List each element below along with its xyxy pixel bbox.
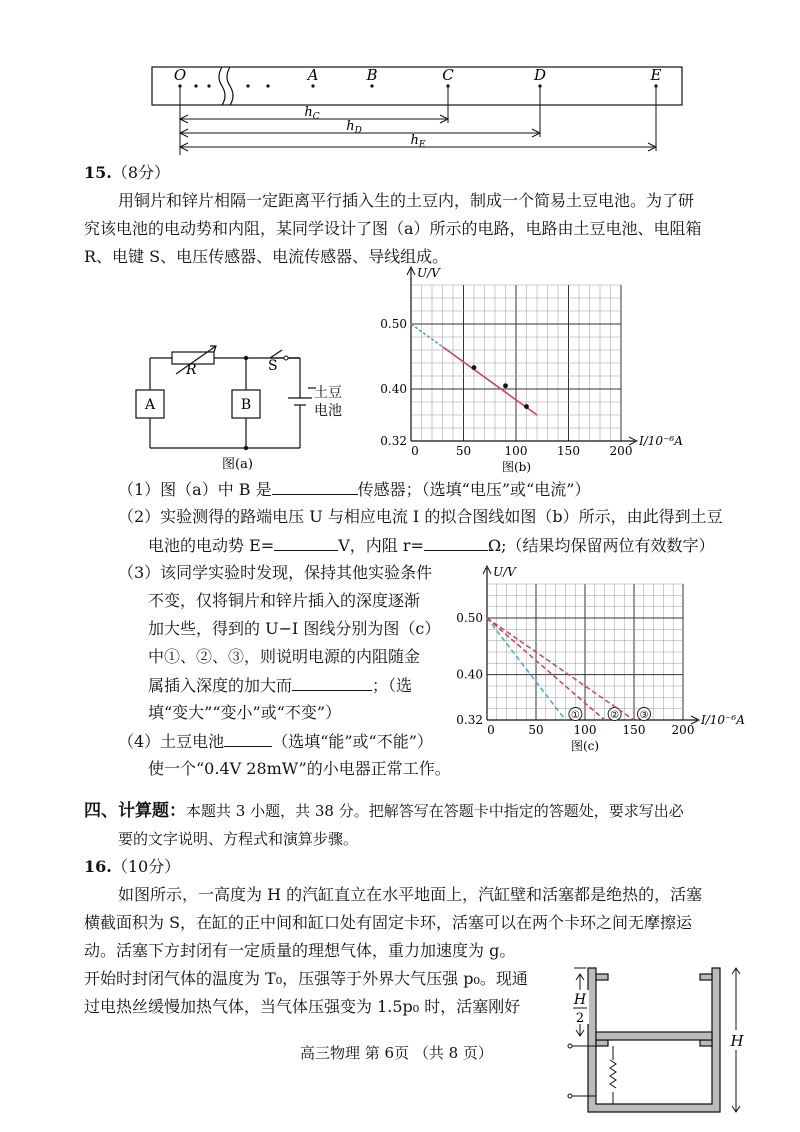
- x-tick-label: 100: [573, 723, 597, 737]
- grid: [487, 584, 683, 720]
- data-point: [472, 365, 477, 370]
- q16-line1: 如图所示，一高度为 H 的汽缸直立在水平地面上，汽缸壁和活塞都是绝热的，活塞: [118, 885, 703, 904]
- y-tick-label: 0.32: [380, 434, 407, 448]
- q15-part3-line3: 加大些，得到的 U−I 图线分别为图（c）: [148, 619, 441, 638]
- svg-text:hC: $h_C$: [304, 105, 320, 122]
- q15-intro-3: R、电键 S、电压传感器、电流传感器、导线组成。: [84, 247, 449, 266]
- circuit-diagram: [130, 340, 370, 472]
- q15-part4-line1: （4）土豆电池 （选填“能”或“不能”）: [118, 732, 433, 751]
- x-axis-label: I/10⁻⁶A: [639, 434, 683, 448]
- section4-heading: 四、计算题：本题共 3 小题，共 38 分。把解答写在答题卡中指定的答题处，要求写出必: [84, 801, 684, 821]
- q15-intro-2: 究该电池的电动势和内阻，某同学设计了图（a）所示的电路，电路由土豆电池、电阻箱: [84, 219, 702, 238]
- chart-caption: 图(b): [502, 460, 532, 473]
- sensor-b-label: B: [240, 397, 252, 413]
- y-tick-label: 0.40: [456, 667, 483, 682]
- page-footer: 高三物理 第 6页 （共 8 页）: [300, 1044, 493, 1062]
- fit-line-extrapolated: [411, 324, 443, 347]
- switch-label: S: [268, 358, 278, 374]
- x-tick-label: 200: [609, 444, 633, 458]
- y-tick-label: 0.50: [380, 317, 407, 331]
- sensor-a-label: A: [144, 397, 156, 413]
- chart-b: [375, 265, 695, 473]
- series-line: [487, 618, 634, 720]
- data-point: [524, 404, 529, 409]
- x-axis-label: I/10⁻⁶A: [701, 713, 745, 727]
- q16-line5: 过电热丝缓慢加热气体，当气体压强变为 1.5p₀ 时，活塞刚好: [84, 997, 521, 1016]
- y-tick-label: 0.40: [380, 382, 407, 396]
- svg-text:hD: $h_D$: [346, 119, 362, 136]
- y-tick-label: 0.50: [456, 611, 483, 625]
- fit-line: [443, 347, 538, 415]
- x-tick-label: 50: [455, 444, 472, 458]
- x-tick-label: 50: [528, 723, 544, 737]
- x-tick-label: 150: [557, 444, 580, 458]
- battery-label-1: 土豆: [314, 385, 342, 401]
- battery-label-2: 电池: [314, 403, 342, 419]
- tape-figure: [140, 55, 700, 160]
- figure-a-caption: 图(a): [222, 457, 253, 472]
- tape-label-e: E: [650, 66, 662, 84]
- q15-part1: （1）图（a）中 B 是 传感器；（选填“电压”或“电流”）: [118, 480, 591, 499]
- chart-c: [455, 562, 755, 758]
- data-point: [503, 383, 508, 388]
- tape-label-o: O: [173, 66, 187, 84]
- q15-part2-line2: 电池的电动势 E= V，内阻 r= Ω;（结果均保留两位有效数字）: [148, 536, 715, 555]
- label-h-half: H: [573, 992, 587, 1008]
- section4-line2: 要的文字说明、方程式和演算步骤。: [118, 830, 359, 848]
- series-label: ①: [570, 710, 580, 721]
- q15-part2-line1: （2）实验测得的路端电压 U 与相应电流 I 的拟合图线如图（b）所示，由此得到土豆: [118, 507, 723, 526]
- x-tick-label: 0: [411, 444, 419, 458]
- y-tick-label: 0.32: [456, 713, 483, 727]
- x-tick-label: 200: [671, 723, 695, 737]
- q16-line3: 动。活塞下方封闭有一定质量的理想气体，重力加速度为 g。: [84, 941, 516, 960]
- q16-header: 16.（10分）: [84, 857, 181, 876]
- tape-label-b: B: [366, 66, 378, 84]
- chart-caption: 图(c): [571, 739, 600, 753]
- cylinder-figure: [560, 960, 750, 1128]
- resistor-label: R: [186, 362, 197, 378]
- svg-text:hE: $h_E$: [410, 133, 426, 150]
- x-tick-label: 0: [487, 723, 495, 737]
- grid: [411, 285, 621, 441]
- x-tick-label: 100: [504, 444, 528, 458]
- series-label: ②: [610, 710, 620, 721]
- q15-part3-line2: 不变，仅将铜片和锌片插入的深度逐渐: [148, 591, 421, 610]
- q15-part3-line6: 填“变大”“变小”或“不变”）: [148, 703, 342, 722]
- label-h: H: [730, 1032, 744, 1050]
- series-label: ③: [639, 710, 649, 721]
- y-axis-label: U/V: [493, 565, 516, 579]
- x-tick-label: 150: [622, 723, 646, 737]
- q15-part3-line1: （3）该同学实验时发现，保持其他实验条件: [118, 563, 433, 582]
- q16-line4: 开始时封闭气体的温度为 T₀，压强等于外界大气压强 p₀。现通: [84, 969, 528, 988]
- q15-part3-line4: 中①、②、③，则说明电源的内阻随金: [148, 647, 421, 666]
- q15-header: 15.（8分）: [84, 163, 171, 182]
- tape-label-c: C: [442, 66, 454, 84]
- q15-part4-line2: 使一个“0.4V 28mW”的小电器正常工作。: [148, 759, 451, 778]
- tape-label-a: A: [307, 66, 319, 84]
- q15-part3-line5: 属插入深度的加大而 ；（选: [148, 676, 413, 695]
- y-axis-label: U/V: [417, 266, 440, 280]
- label-two: 2: [575, 1011, 585, 1026]
- q15-intro-1: 用铜片和锌片相隔一定距离平行插入生的土豆内，制成一个简易土豆电池。为了研: [118, 191, 695, 210]
- q16-line2: 横截面积为 S，在缸的正中间和缸口处有固定卡环，活塞可以在两个卡环之间无摩擦运: [84, 913, 693, 932]
- tape-label-d: D: [533, 66, 547, 84]
